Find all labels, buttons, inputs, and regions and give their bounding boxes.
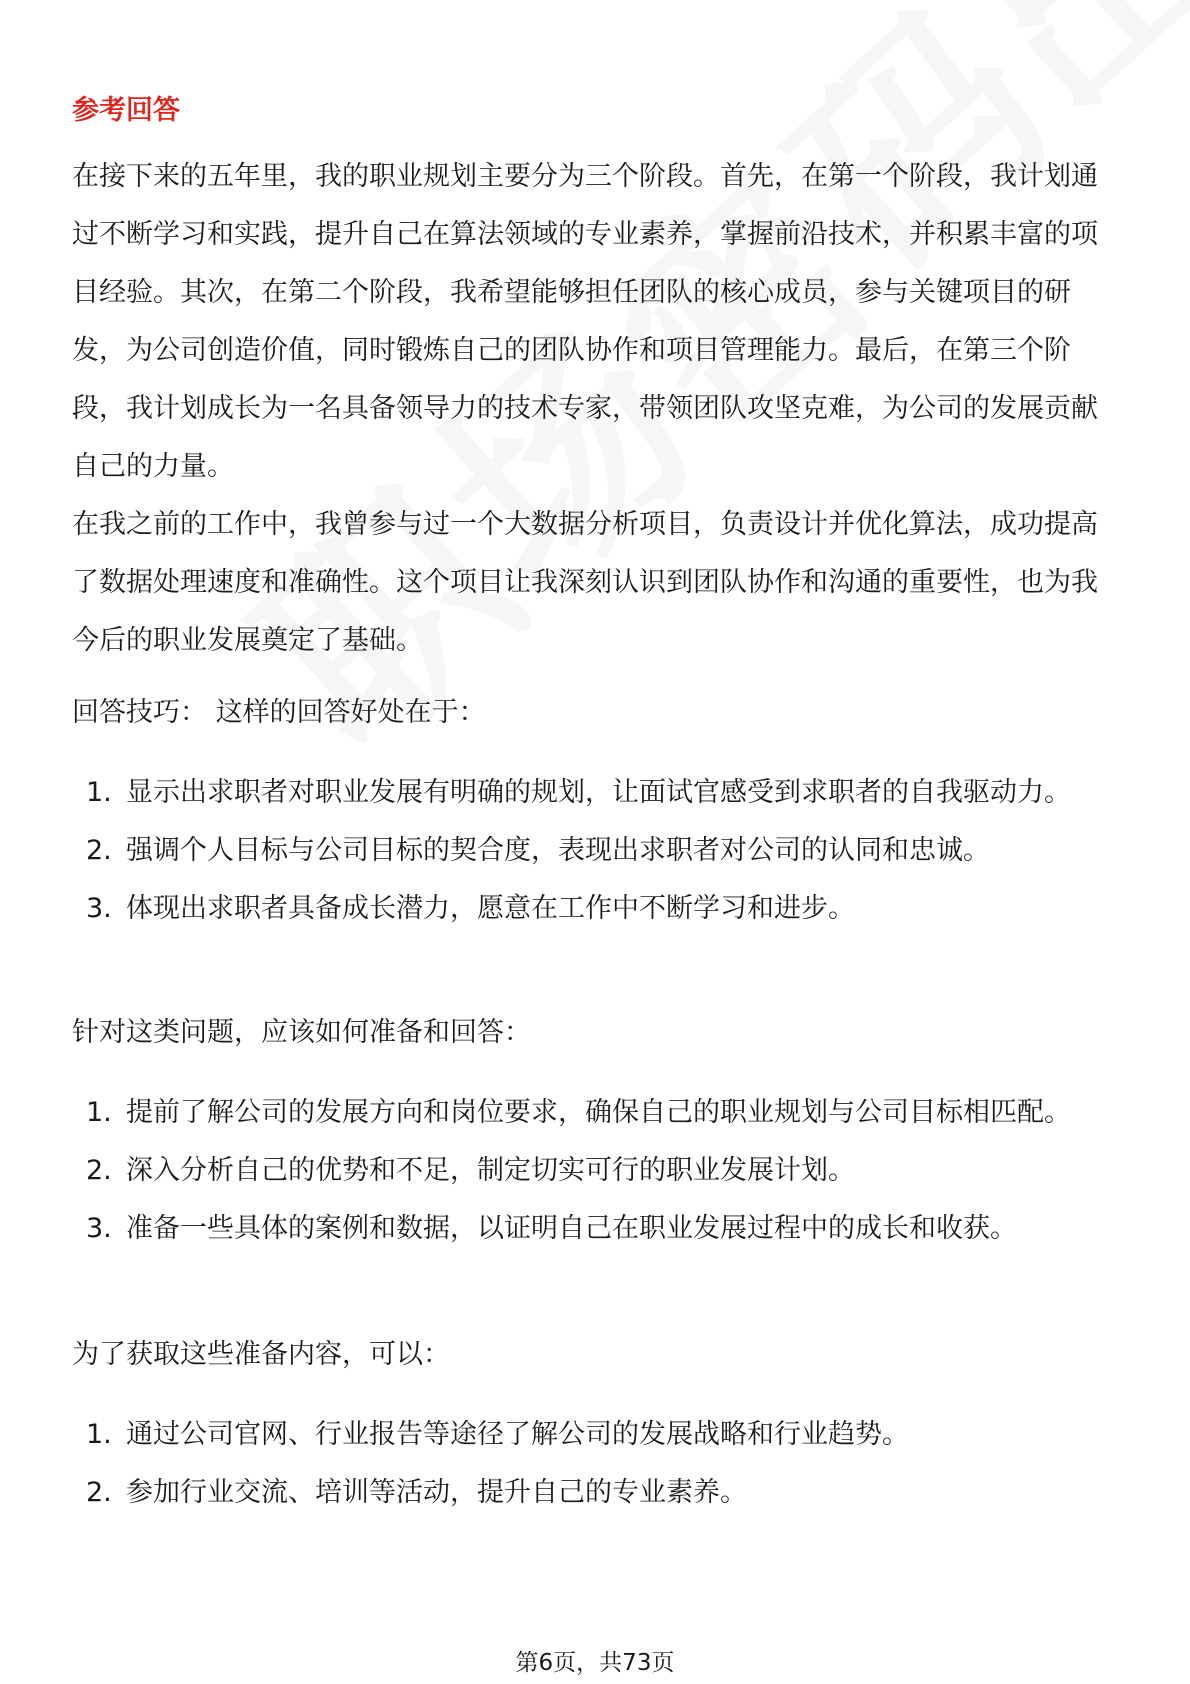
list-text: 体现出求职者具备成长潜力，愿意在工作中不断学习和进步。 <box>126 893 855 924</box>
list-text: 提前了解公司的发展方向和岗位要求，确保自己的职业规划与公司目标相匹配。 <box>126 1097 1071 1128</box>
list-item <box>72 1464 1122 1522</box>
list-number: 1. <box>86 1419 112 1450</box>
list-number: 2. <box>86 1155 112 1186</box>
list-item <box>72 880 1122 938</box>
list-text: 显示出求职者对职业发展有明确的规划，让面试官感受到求职者的自我驱动力。 <box>126 777 1071 808</box>
section-heading: 参考回答 <box>72 95 180 126</box>
list-number: 3. <box>86 893 112 924</box>
paragraph-career-plan: 在接下来的五年里，我的职业规划主要分为三个阶段。首先，在第一个阶段，我计划通过不断学习和实践，提升自己在算法领域的专业素养，掌握前沿技术，并积累丰富的项目经验。其次，在第二个阶段，我希望能够担任团队的核心成员，参与关键项目的研发，为公司创造价值，同时锻炼自己的团队协作和项目管理能力。最后，在第三个阶段，我计划成长为一名具备领导力的技术专家，带领团队攻坚克难，为公司的发展贡献自己的力量。 <box>72 161 1098 482</box>
tips-list <box>72 764 1122 938</box>
list-number: 2. <box>86 835 112 866</box>
list-text: 通过公司官网、行业报告等途径了解公司的发展战略和行业趋势。 <box>126 1419 909 1450</box>
list-text: 深入分析自己的优势和不足，制定切实可行的职业发展计划。 <box>126 1155 855 1186</box>
prep-list <box>72 1084 1122 1258</box>
list-number: 3. <box>86 1213 112 1244</box>
list-text: 参加行业交流、培训等活动，提升自己的专业素养。 <box>126 1477 747 1508</box>
list-item <box>72 1406 1122 1464</box>
list-item <box>72 1200 1122 1258</box>
list-item <box>72 1142 1122 1200</box>
list-item <box>72 822 1122 880</box>
list-item <box>72 1084 1122 1142</box>
list-text: 强调个人目标与公司目标的契合度，表现出求职者对公司的认同和忠诚。 <box>126 835 990 866</box>
list-number: 1. <box>86 777 112 808</box>
list-number: 1. <box>86 1097 112 1128</box>
page-number: 第6页，共73页 <box>515 1650 675 1676</box>
list-item <box>72 764 1122 822</box>
list-number: 2. <box>86 1477 112 1508</box>
tips-intro: 回答技巧： 这样的回答好处在于： <box>72 697 486 728</box>
gather-intro: 为了获取这些准备内容，可以： <box>72 1339 450 1370</box>
list-text: 准备一些具体的案例和数据，以证明自己在职业发展过程中的成长和收获。 <box>126 1213 1017 1244</box>
paragraph-past-experience: 在我之前的工作中，我曾参与过一个大数据分析项目，负责设计并优化算法，成功提高了数据处理速度和准确性。这个项目让我深刻认识到团队协作和沟通的重要性，也为我今后的职业发展奠定了基础。 <box>72 509 1098 656</box>
gather-list <box>72 1406 1122 1522</box>
prep-intro: 针对这类问题，应该如何准备和回答： <box>72 1017 531 1048</box>
